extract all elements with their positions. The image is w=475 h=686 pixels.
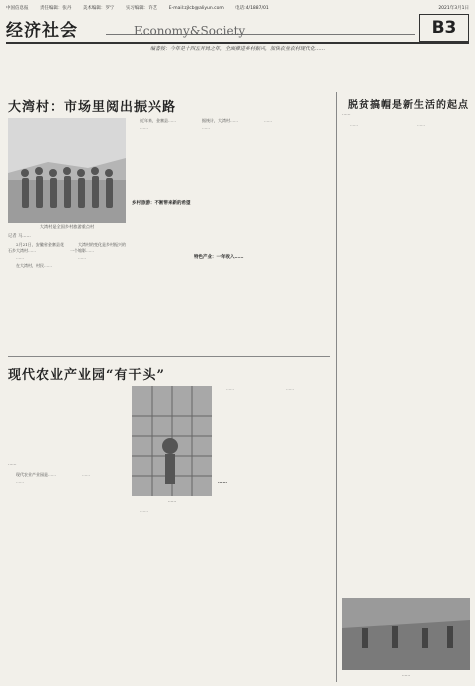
email-address: E-mail:zjlcb@aliyun.com (168, 6, 224, 11)
section-divider (8, 356, 330, 357)
article1-column-1 (8, 242, 64, 352)
article1-column-4 (194, 118, 250, 352)
paragraph: …… (350, 122, 358, 127)
page-number: B3 (419, 14, 469, 42)
reporter-line: 实习编辑：许艺 (125, 6, 158, 11)
field-photo-graphic (342, 598, 470, 670)
issue-date: 2021年3月1日 (438, 6, 469, 11)
article1-subheading-1: 乡村旅游：不断带来新的希望 (132, 201, 191, 206)
article1-byline: 记者 马…… (8, 234, 31, 239)
paragraph: …… (78, 255, 86, 261)
chief-editor: 责任编辑：张丹 (39, 6, 72, 11)
paragraph: …… (417, 122, 425, 127)
article2-column-1 (8, 472, 68, 680)
paragraph: …… (264, 118, 272, 123)
paragraph: …… (202, 125, 210, 131)
paragraph: 在大湾村，村民…… (16, 262, 52, 268)
paragraph: …… (226, 386, 234, 391)
art-editor: 美术编辑：罗宁 (82, 6, 115, 11)
article3-photo (342, 598, 470, 670)
article2-photo-caption: …… (167, 498, 177, 503)
section-title: 经济社会 (6, 21, 78, 41)
article3-column-2 (409, 122, 470, 592)
article1-subheading-2: 特色产业：一年收入…… (194, 255, 244, 260)
greenhouse-photo-graphic (132, 386, 212, 496)
phone-number: 电话:4/1887/01 (235, 6, 269, 11)
article2-photo (132, 386, 212, 496)
article1-photo (8, 118, 126, 223)
article2-column-2 (74, 472, 126, 680)
section-masthead (6, 14, 469, 44)
article2-column-4 (218, 386, 274, 680)
paragraph: 现代农业产业园是…… (16, 472, 56, 477)
paragraph: …… (140, 508, 148, 513)
article1-column-3 (132, 118, 188, 352)
village-photo-graphic (8, 118, 126, 223)
paragraph: 2月21日，安徽省金寨县花石乡大湾村…… (8, 242, 64, 254)
article1-photo-caption: 大湾村是全国乡村旅游重点村 (39, 224, 95, 229)
article3-byline: …… (342, 112, 351, 117)
article2-byline: …… (8, 462, 17, 467)
top-info-left (6, 5, 279, 11)
article3-title: 脱贫搞帽是新生活的起点 (348, 100, 469, 111)
article2-title: 现代农业产业园“有干头” (8, 368, 165, 383)
paragraph: 近年来，金寨县…… (140, 118, 176, 123)
article3-column-1 (342, 122, 403, 592)
paragraph: …… (286, 386, 294, 391)
editors-note: 编者按：今年是十四五开局之年，全面推进乡村振兴，加快农业农村现代化…… (149, 46, 325, 52)
paragraph: 大湾村的变化是乡村振兴的一个缩影…… (70, 242, 126, 254)
article1-title: 大湾村：市场里阅出振兴路 (8, 100, 177, 115)
top-info-bar (6, 3, 469, 13)
paragraph: …… (16, 255, 24, 261)
paragraph: 据统计，大湾村…… (202, 118, 238, 123)
article1-column-5 (256, 118, 330, 352)
section-english-title: Economy&Society (134, 24, 246, 38)
paper-name: 中国信息报 (6, 6, 29, 11)
article2-column-5 (278, 386, 332, 680)
article3-photo-caption: …… (401, 672, 411, 677)
paragraph: …… (16, 479, 24, 485)
paragraph: …… (82, 472, 90, 477)
article2-column-3 (132, 508, 212, 680)
article2-subheading-1: …… (218, 480, 227, 485)
paragraph: …… (140, 125, 148, 131)
article1-column-2 (70, 242, 126, 352)
column-divider (336, 92, 337, 682)
